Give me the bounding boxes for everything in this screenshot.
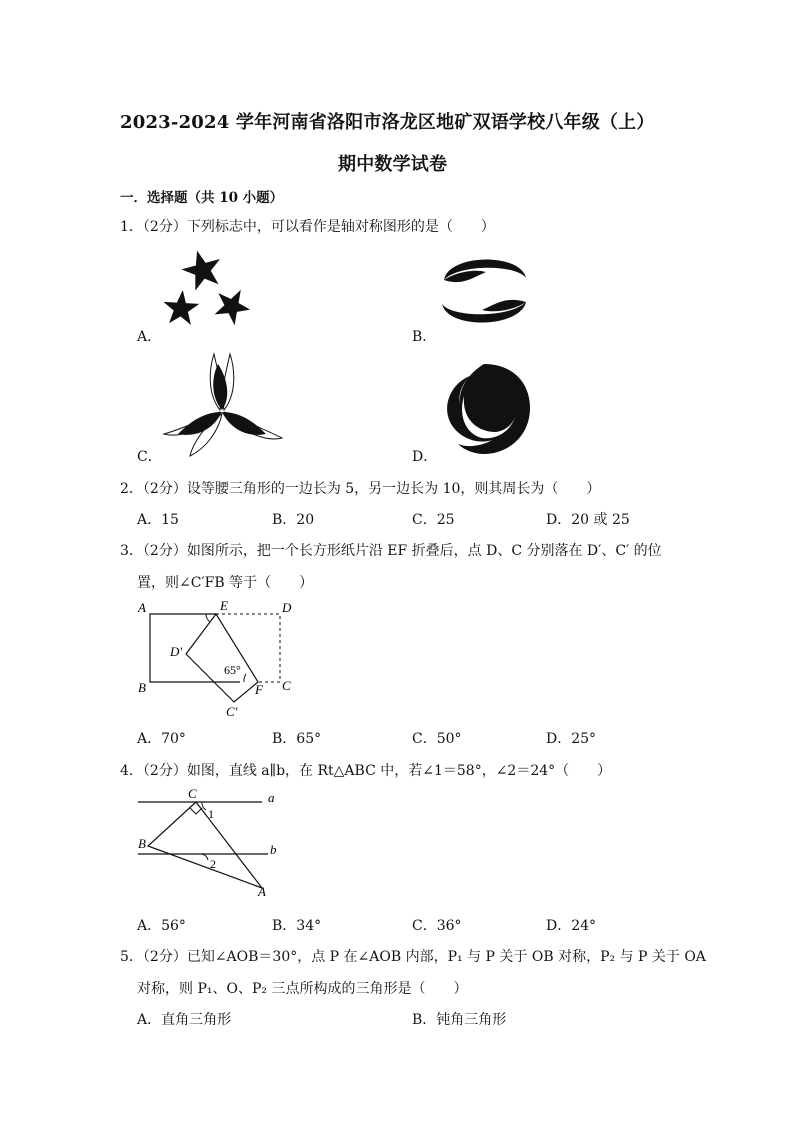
q2-option-d[interactable]: D．20 或 25 [546, 512, 630, 528]
label-e: E [220, 598, 228, 613]
q4-option-d[interactable]: D．24° [546, 918, 597, 934]
question-3-stem-line-2: 置，则∠C′FB 等于（ ） [137, 575, 314, 591]
label-line-a: a [268, 790, 275, 805]
question-3-stem-line-1: 3．（2分）如图所示，把一个长方形纸片沿 EF 折叠后，点 D、C 分别落在 D′、C′ 的位 [120, 543, 662, 559]
title-line-2: 期中数学试卷 [338, 154, 448, 175]
q3-option-a[interactable]: A．70° [137, 731, 186, 747]
label-angle-65: 65° [224, 663, 241, 677]
q3-option-b[interactable]: B．65° [272, 731, 322, 747]
q2-option-b[interactable]: B．20 [272, 512, 315, 528]
label-a-vertex: A [258, 884, 266, 898]
q1-option-a[interactable]: A． [137, 329, 162, 345]
section-header: 一．选择题（共 10 小题） [120, 190, 284, 206]
q4-option-b[interactable]: B．34° [272, 918, 322, 934]
label-a: A [138, 600, 146, 615]
q3-option-d[interactable]: D．25° [546, 731, 597, 747]
label-d: D [282, 600, 292, 615]
label-angle-1: 1 [208, 807, 214, 821]
parallel-lines-triangle-figure [134, 786, 284, 898]
label-d-prime: D′ [170, 644, 183, 659]
logo-crescents-image [432, 248, 536, 334]
label-c-prime: C′ [226, 704, 238, 719]
question-1-stem: 1．（2分）下列标志中，可以看作是轴对称图形的是（ ） [120, 219, 495, 235]
label-c: C [188, 786, 197, 801]
q5-option-b[interactable]: B．钝角三角形 [412, 1012, 507, 1028]
label-b: B [138, 680, 146, 695]
label-f: F [255, 682, 263, 697]
question-5-stem-line-2: 对称，则 P₁、O、P₂ 三点所构成的三角形是（ ） [137, 981, 468, 997]
q4-option-c[interactable]: C．36° [412, 918, 462, 934]
question-4-stem: 4．（2分）如图，直线 a∥b，在 Rt△ABC 中，若∠1＝58°，∠2＝24°（ ） [120, 763, 612, 779]
label-b-vertex: B [138, 836, 146, 851]
logo-ring-image [434, 360, 534, 458]
question-5-stem-line-1: 5．（2分）已知∠AOB＝30°，点 P 在∠AOB 内部，P₁ 与 P 关于 OB 对称，P₂ 与 P 关于 OA [120, 949, 706, 965]
q2-option-a[interactable]: A．15 [137, 512, 179, 528]
q2-option-c[interactable]: C．25 [412, 512, 455, 528]
logo-stars-image [160, 244, 256, 340]
q5-option-a[interactable]: A．直角三角形 [137, 1012, 232, 1028]
q1-option-b[interactable]: B． [412, 329, 437, 345]
logo-petals-image [162, 352, 284, 458]
q1-option-c[interactable]: C． [137, 449, 162, 465]
label-line-b: b [270, 842, 277, 857]
q4-option-a[interactable]: A．56° [137, 918, 186, 934]
question-2-stem: 2．（2分）设等腰三角形的一边长为 5，另一边长为 10，则其周长为（ ） [120, 481, 601, 497]
label-c: C [282, 678, 291, 693]
title-line-1: 2023-2024 学年河南省洛阳市洛龙区地矿双语学校八年级（上） [120, 112, 655, 133]
q3-option-c[interactable]: C．50° [412, 731, 462, 747]
fold-rectangle-figure [134, 598, 304, 720]
q1-option-d[interactable]: D． [412, 449, 438, 465]
label-angle-2: 2 [210, 857, 216, 871]
